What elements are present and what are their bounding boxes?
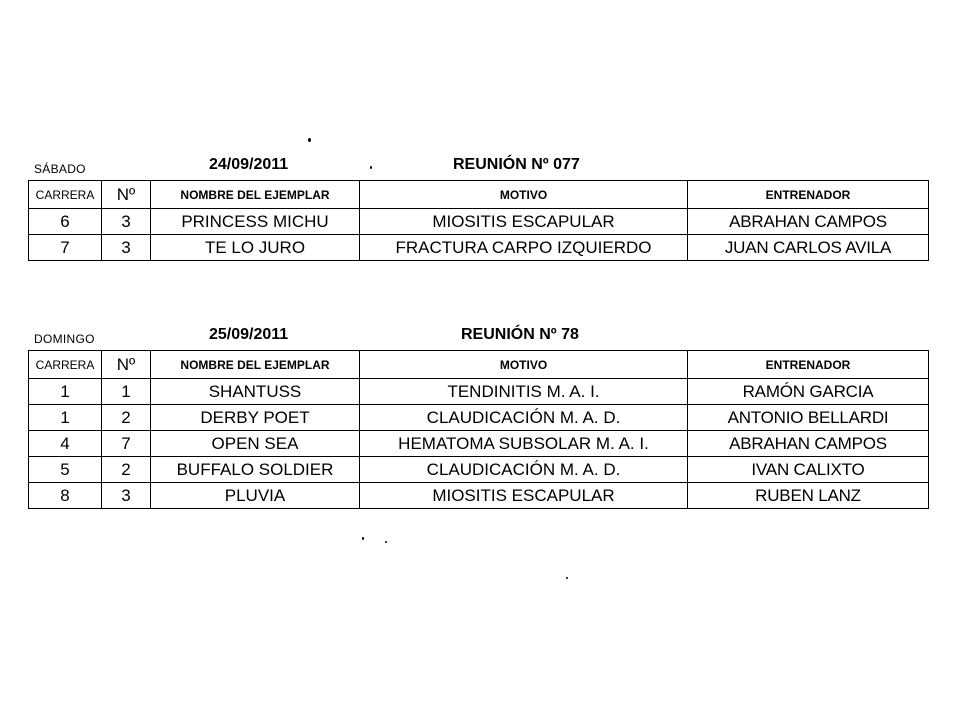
cell-entrenador: ABRAHAN CAMPOS: [688, 209, 929, 235]
cell-carrera: 1: [29, 405, 102, 431]
cell-entrenador: IVAN CALIXTO: [688, 457, 929, 483]
table-row: [29, 457, 929, 483]
cell-no: 3: [102, 235, 151, 261]
cell-carrera: 5: [29, 457, 102, 483]
cell-carrera: 8: [29, 483, 102, 509]
header-entrenador: ENTRENADOR: [688, 181, 929, 209]
meeting-section-sunday: [28, 324, 928, 509]
table-row: [29, 431, 929, 457]
table-row: [29, 405, 929, 431]
scan-speck: [308, 138, 311, 142]
cell-nombre: SHANTUSS: [151, 379, 360, 405]
cell-carrera: 6: [29, 209, 102, 235]
table-row: [29, 379, 929, 405]
cell-nombre: PLUVIA: [151, 483, 360, 509]
meeting-day: DOMINGO: [34, 332, 95, 346]
table-header-row: [29, 181, 929, 209]
meeting-header: [28, 324, 928, 350]
meeting-header: [28, 154, 928, 180]
header-no: Nº: [102, 351, 151, 379]
cell-nombre: BUFFALO SOLDIER: [151, 457, 360, 483]
scan-speck: [385, 541, 387, 543]
cell-no: 1: [102, 379, 151, 405]
table-row: [29, 235, 929, 261]
cell-carrera: 7: [29, 235, 102, 261]
scan-speck: [566, 577, 568, 579]
header-nombre: NOMBRE DEL EJEMPLAR: [151, 181, 360, 209]
cell-carrera: 4: [29, 431, 102, 457]
cell-no: 3: [102, 483, 151, 509]
injury-table: [28, 180, 929, 261]
cell-entrenador: ANTONIO BELLARDI: [688, 405, 929, 431]
header-carrera: CARRERA: [29, 181, 102, 209]
cell-motivo: MIOSITIS ESCAPULAR: [360, 209, 688, 235]
meeting-date: 24/09/2011: [209, 156, 289, 173]
cell-entrenador: ABRAHAN CAMPOS: [688, 431, 929, 457]
meeting-date: 25/09/2011: [209, 326, 289, 343]
cell-motivo: HEMATOMA SUBSOLAR M. A. I.: [360, 431, 688, 457]
cell-motivo: CLAUDICACIÓN M. A. D.: [360, 405, 688, 431]
cell-nombre: PRINCESS MICHU: [151, 209, 360, 235]
cell-motivo: CLAUDICACIÓN M. A. D.: [360, 457, 688, 483]
cell-entrenador: RAMÓN GARCIA: [688, 379, 929, 405]
header-carrera: CARRERA: [29, 351, 102, 379]
header-motivo: MOTIVO: [360, 181, 688, 209]
scan-speck: [370, 166, 372, 169]
meeting-number: REUNIÓN Nº 077: [453, 156, 580, 173]
meeting-day: SÁBADO: [34, 162, 86, 176]
header-motivo: MOTIVO: [360, 351, 688, 379]
cell-motivo: MIOSITIS ESCAPULAR: [360, 483, 688, 509]
cell-motivo: FRACTURA CARPO IZQUIERDO: [360, 235, 688, 261]
table-header-row: [29, 351, 929, 379]
cell-entrenador: RUBEN LANZ: [688, 483, 929, 509]
header-entrenador: ENTRENADOR: [688, 351, 929, 379]
injury-table: [28, 350, 929, 509]
cell-no: 2: [102, 405, 151, 431]
cell-motivo: TENDINITIS M. A. I.: [360, 379, 688, 405]
cell-nombre: TE LO JURO: [151, 235, 360, 261]
table-row: [29, 209, 929, 235]
cell-no: 7: [102, 431, 151, 457]
cell-nombre: DERBY POET: [151, 405, 360, 431]
header-nombre: NOMBRE DEL EJEMPLAR: [151, 351, 360, 379]
table-row: [29, 483, 929, 509]
cell-nombre: OPEN SEA: [151, 431, 360, 457]
cell-entrenador: JUAN CARLOS AVILA: [688, 235, 929, 261]
cell-no: 3: [102, 209, 151, 235]
meeting-section-saturday: [28, 154, 928, 261]
meeting-number: REUNIÓN Nº 78: [461, 326, 579, 343]
scan-speck: [362, 537, 364, 540]
cell-carrera: 1: [29, 379, 102, 405]
header-no: Nº: [102, 181, 151, 209]
cell-no: 2: [102, 457, 151, 483]
